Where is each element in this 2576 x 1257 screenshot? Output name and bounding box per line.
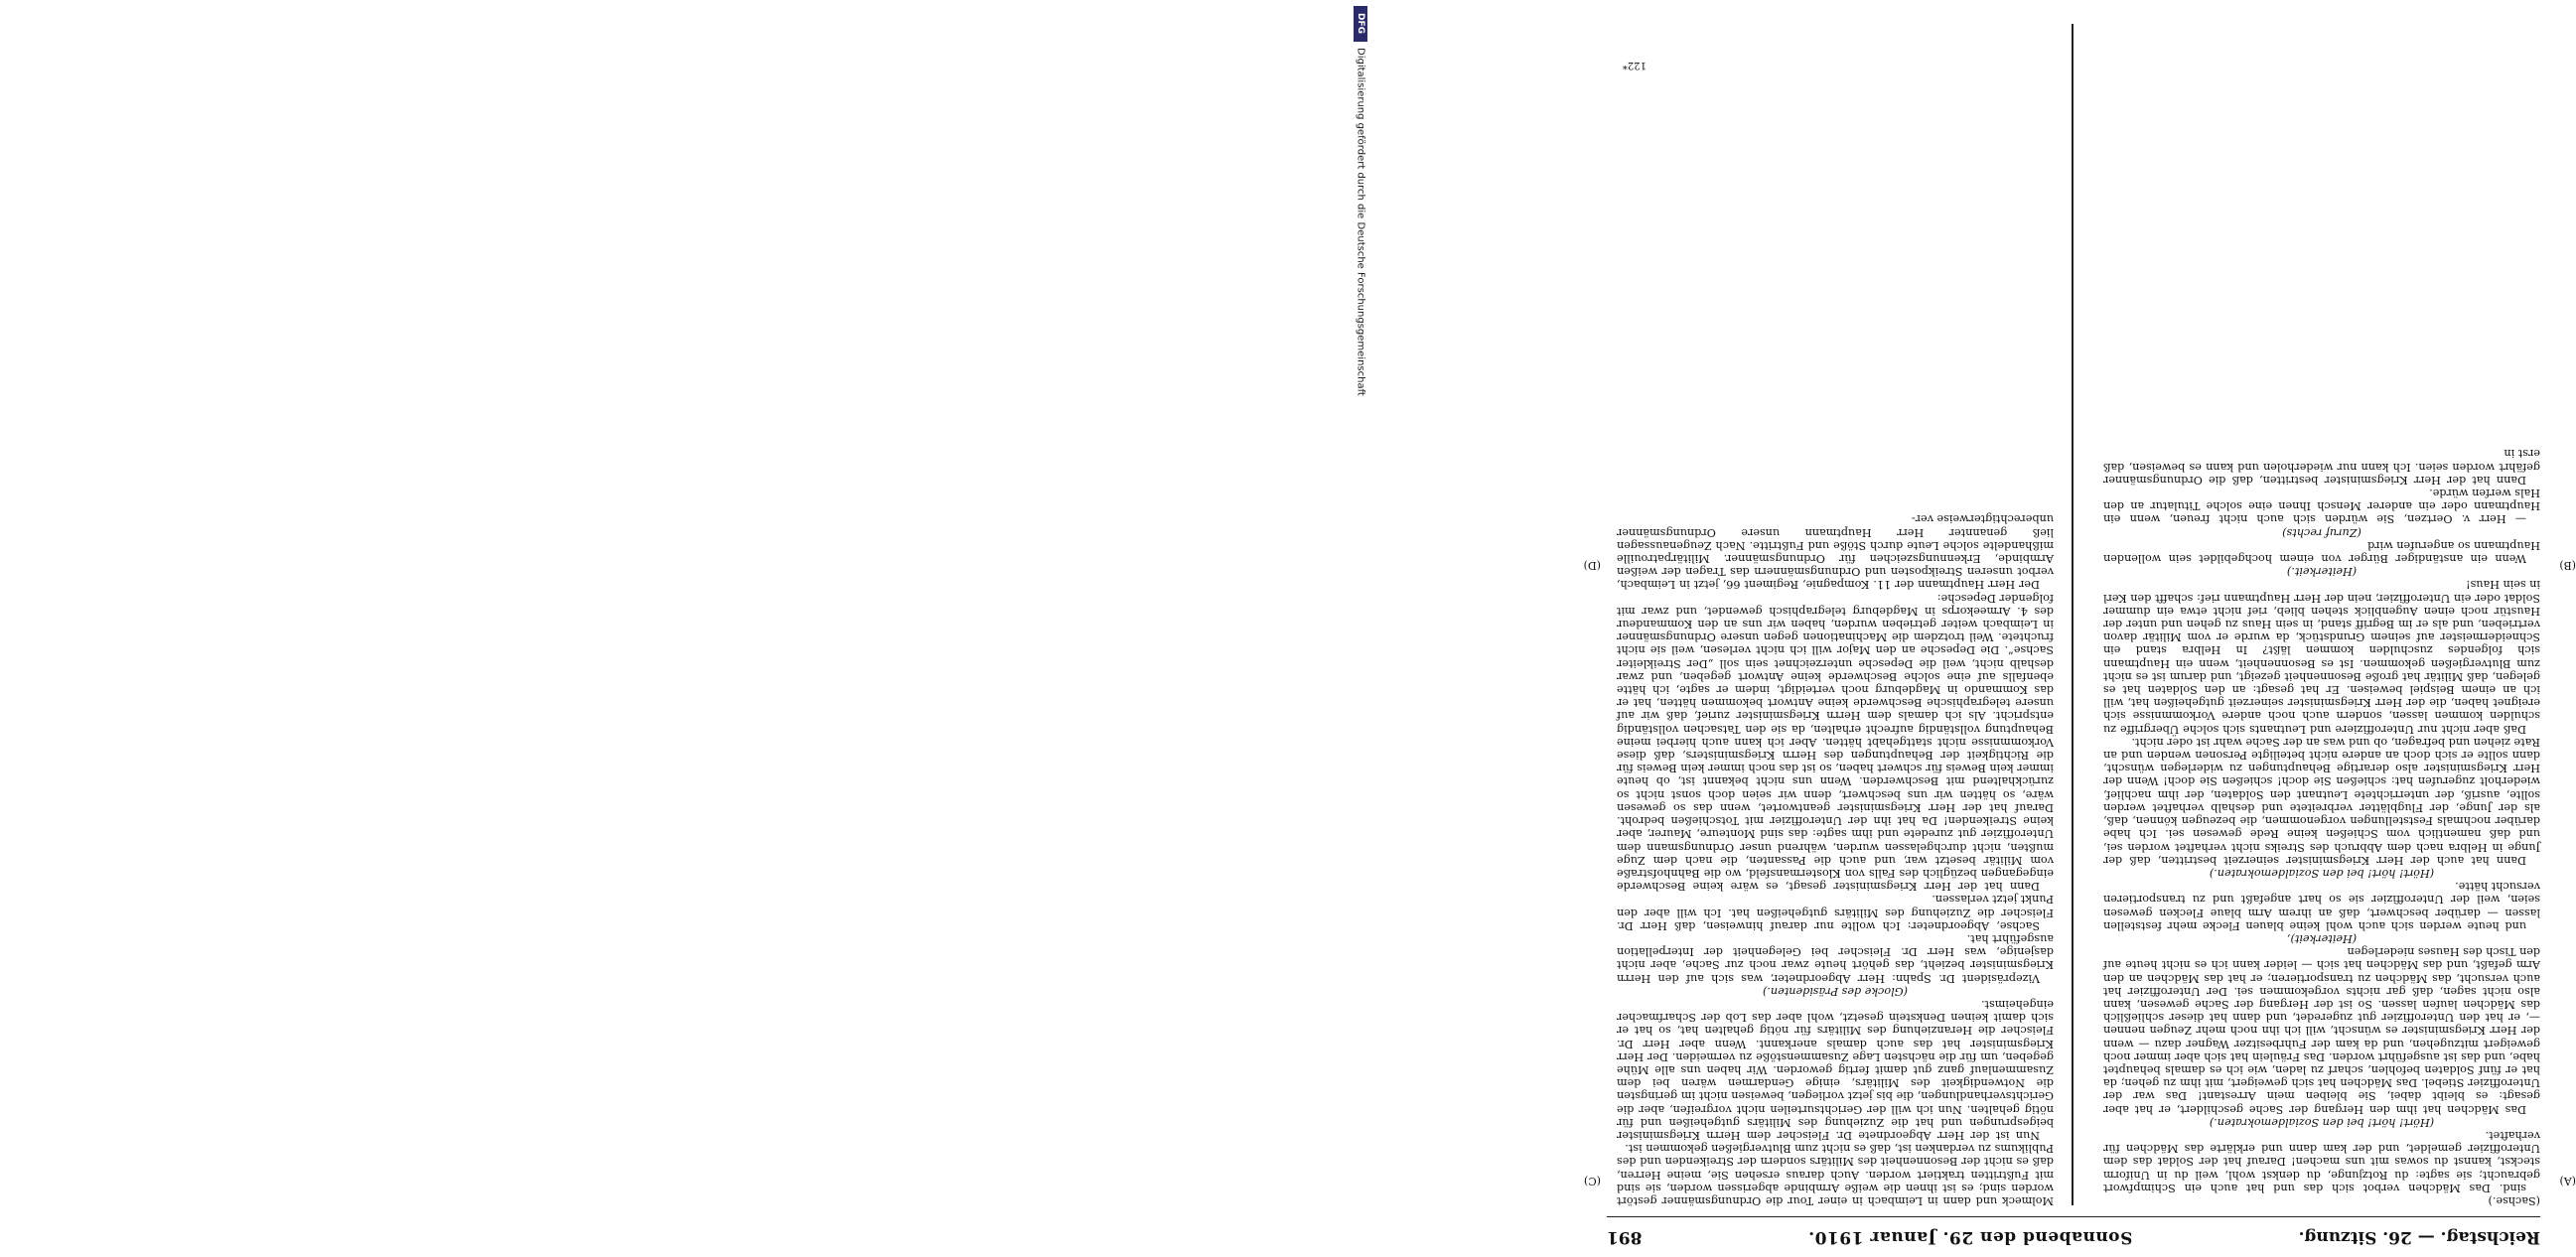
- paragraph: sind. Das Mädchen verbot sich das und hat auch ein Schimpfwort gebraucht; sie sagte: du Rotzjunge, du denkst wohl, weil du in Uniform steckst, kannst du sowas mit uns machen! Darauf hat der Soldat das dem Unteroffizier gemeldet, und der kam dann und erklärte das Mädchen für verhaftet.: [2103, 1128, 2540, 1194]
- interjection: (Hört! hört! bei den Sozialdemokraten.): [2209, 1115, 2435, 1129]
- margin-label-b: (B): [2559, 559, 2576, 572]
- column-divider: [2073, 24, 2075, 1205]
- interjection: (Heiterkeit.): [2286, 565, 2358, 579]
- right-column: [1617, 36, 2054, 1207]
- page-content: [1583, 26, 2576, 1257]
- margin-label-d: (D): [1583, 559, 1601, 572]
- page-footer: 122*: [1622, 60, 1646, 70]
- interjection: (Glocke des Präsidenten.): [1763, 984, 1909, 998]
- margin-label-a: (A): [2559, 1175, 2576, 1187]
- header-left: Reichstag. — 26. Sitzung.: [2298, 1227, 2540, 1247]
- paragraph: (Sachse.): [2488, 1194, 2540, 1207]
- rotated-page: [1349, 26, 2576, 1257]
- paragraph: Daß aber nicht nur Unteroffiziere und Leutnants sich solche Übergriffe zu schulden kommen lassen, sondern auch noch andere Vorkommnisse sich ereignet haben, die der Herr Kriegsminister seinerzeit gutgeheißen hat, will ich an einem Beispiel beweisen. Er hat gesagt: an den Soldaten hat es gelegen, daß Militär hat große Besonnenheit gezeigt, und darum ist es nicht zum Blutvergießen gekommen. Ist es Besonnenheit, wenn ein Hauptmann sich folgendes zuschulden kommen läßt? In Helbra stand ein Schneidermeister auf seinem Grundstück, da wurde er vom Militär davon vertrieben, und als er im Begriff stand, in sein Haus zu gehen und unter der Haustür noch einen Augenblick stehen blieb, rief nicht etwa ein dummer Soldat oder ein Unteroffizier, nein der Herr Hauptmann rief: schafft den Kerl in sein Haus!: [2103, 578, 2540, 736]
- paragraph: Vizepräsident Dr. Spahn: Herr Abgeordneter, was sich auf den Herrn Kriegsminister bezieht, das gehört heute zwar noch zur Sache, aber nicht dasjenige, was Herr Dr. Fleischer bei Gelegenheit der Interpellation ausgeführt hat.: [1617, 931, 2054, 985]
- interjection: (Heiterkeit),: [2286, 931, 2358, 945]
- paragraph: Sachse, Abgeordneter: Ich wollte nur darauf hinweisen, daß Herr Dr. Fleischer die Zuziehung des Militärs gutgeheißen hat. Ich will aber den Punkt jetzt verlassen.: [1617, 893, 2054, 932]
- interjection: (Zuruf rechts): [2282, 525, 2361, 539]
- interjection: (Hört! hört! bei den Sozialdemokraten.): [2209, 866, 2435, 880]
- page-number: 891: [1607, 1227, 1643, 1247]
- paragraph: Nun ist der Herr Abgeordnete Dr. Fleischer dem Herrn Kriegsminister beigesprungen und hat die Zuziehung des Militärs gutgeheißen und für nötig gehalten. Nun ich will der Gerichtsurteilen nicht vorgreifen, aber die Gerichtsverhandlungen, die bis jetzt vorliegen, beweisen nicht im geringsten die Notwendigkeit des Militärs, einige Gendarmen wären bei dem Zusammenlauf ganz gut damit fertig geworden. Wir haben uns alle Mühe gegeben, um für die nächsten Lage Zusammenstöße zu vermeiden. Der Herr Kriegsminister hat das auch damals anerkannt. Wenn aber Herr Dr. Fleischer die Heranziehung des Militärs für nötig gehalten hat, so hat er sich damit keinen Denkstein gesetzt, wohl aber das Lob der Scharfmacher eingeheimst.: [1617, 997, 2054, 1142]
- header-date: Sonnabend den 29. Januar 1910.: [1807, 1227, 2133, 1247]
- paragraph: Das Mädchen hat ihm den Hergang der Sache geschildert, er hat aber gesagt: es bleibt dabei, Sie bleiben mein Arrestant! Das war der Unteroffizier Stiebel. Das Mädchen hat sich geweigert, mit ihm zu gehen; da hat er fünf Soldaten befohlen, scharf zu laden, wie ich es damals behauptet habe, und das ist ausgeführt worden. Das Fräulein hat sich aber immer noch geweigert mitzugehen, und da kam der Fuhrbesitzer Wagner dazu — wenn der Herr Kriegsminister es wünscht, will ich ihn noch mehr Zeugen nennen —, er hat den Unteroffizier gut zugeredet, und dann hat dieser schließlich das Mädchen laufen lassen. So ist der Hergang der Sache gewesen, kann also nicht sagen, daß gar nichts vorgekommen sei. Der Unteroffizier hat auch versucht, das Mädchen zu transportieren; er hat das Mädchen an den Arm gefaßt, und das Mädchen hat sich — leider kann ich es nicht heute auf den Tisch des Hauses niederlegen: [2103, 945, 2540, 1116]
- paragraph: Dann hat der Herr Kriegsminister bestritten, daß die Ordnungsmänner gefährt worden seien. Ich kann nur wiederholen und kann es beweisen, daß erst in: [2103, 447, 2540, 487]
- paragraph: Molmeck und dann in Leimbach in einer Tour die Ordnungsmänner gestört worden sind; es ist ihnen die weiße Armbinde abgerissen worden, sie sind mit Fußtritten traktiert worden. Auch daraus ersehen Sie, meine Herren, daß es nicht der Besonnenheit des Militärs sondern der Streikenden und des Publikums zu verdanken ist, daß es nicht zum Blutvergießen gekommen ist.: [1617, 1142, 2054, 1207]
- margin-label-c: (C): [1584, 1175, 1601, 1187]
- paragraph: Dann hat der Herr Kriegsminister gesagt, es wäre keine Beschwerde eingegangen bezüglich des Falls von Klostermansfeld, wo die Bahnhofstraße vom Militär besetzt war, und auch die Passanten, die nach dem Zuge mußten, nicht durchgelassen wurden, während unser Ordnungsmann dem Unteroffizier gut zuredete und ihm sagte: das sind Monteure, Maurer, aber keine Streikenden! Da hat ihn der Unteroffizier mit Totschießen bedroht. Darauf hat der Herr Kriegsminister geantwortet, wenn das so gewesen wäre, so hätten wir uns beschwert, denn wir seien doch sonst nicht so zurückhaltend mit Beschwerden. Wenn uns nicht bekannt ist, ob heute immer kein Beweis für schwert haben, so ist das noch immer kein Beweis für die Richtigkeit der Behauptungen des Herrn Kriegsministers, daß diese Vorkommnisse nicht stattgehabt hätten. Aber ich kann auch hierbei meine Behauptung vollständig aufrecht erhalten, da sie den Tatsachen vollständig entspricht. Als ich damals dem Herrn Kriegsminister zurief, daß wir auf unsere telegraphische Beschwerde keine Antwort bekommen hätten, hat er das Kommando in Magdeburg noch verteidigt, indem er sagte, ich hätte ebenfalls auf eine solche Beschwerde keine Antwort gegeben, und zwar deshalb nicht, weil die Depesche unterzeichnet sein soll „Der Streikleiter Sachse“. Die Depesche an den Major will ich nicht verlesen, weil sie nicht fruchtete. Weil trotzdem die Machinationen gegen unsere Ordnungsmänner in Leimbach weiter getrieben wurden, haben wir uns an den Kommandeur des 4. Armeekorps in Magdeburg telegraphisch gewendet, und zwar mit folgender Depesche:: [1617, 591, 2054, 894]
- paragraph: und heute werden sich auch wohl keine blauen Flecke mehr feststellen lassen — darüber beschwert, daß an ihrem Arm blaue Flecken gewesen seien, weil der Unteroffizier sie so hart angefaßt und zu transportieren versucht hätte.: [2103, 880, 2540, 932]
- dfg-credit: Digitalisierung gefördert durch die Deutsche Forschungsgemeinschaft: [1355, 48, 1366, 396]
- dfg-watermark: [1352, 6, 1369, 987]
- page-header: [1607, 1216, 2540, 1257]
- paragraph: — Herr v. Oertzen, Sie würden sich auch nicht freuen, wenn ein Hauptmann oder ein anderer Mensch Ihnen eine solche Titulatur an den Hals werfen würde.: [2103, 487, 2540, 526]
- left-column: [2103, 36, 2540, 1207]
- paragraph: Wenn ein anständiger Bürger von einem hochgebildet sein wollenden Hauptmann so angerufen wird: [2103, 538, 2540, 566]
- paragraph: Der Herr Hauptmann der 11. Kompagnie, Regiment 66, jetzt in Leimbach, verbot unseren Streikposten und Ordnungsmännern das Tragen der weißen Armbinde, Erkennungszeichen für Ordnungsmänner. Militärpatrouille mißhandelte solche Leute durch Stöße und Fußtritte. Nach Zeugenaussagen ließ genannter Herr Hauptmann unsere Ordnungsmänner unberechtigterweise ver-: [1617, 512, 2054, 592]
- dfg-logo: DFG: [1354, 6, 1367, 42]
- paragraph: Dann hat auch der Herr Kriegsminister seinerzeit bestritten, daß der Junge in Helbra nach dem Abbruch des Streiks nicht verhaftet worden sei, und daß namentlich vom Schießen keine Rede gewesen sei. Ich habe darüber nochmals Feststellungen vorgenommen, die bezeugen können, daß, als der Junge, der Flugblätter verbreitete und deshalb verhaftet werden sollte, ausriß, der unterrichtete Leutnant den Soldaten, der ihm nachlief, wiederholt zugerufen hat: schießen Sie doch! schießen Sie doch! Wenn der Herr Kriegsminister also derartige Behauptungen zu widerlegen wünscht, dann sollte er sich doch an andere nicht beteiligte Personen wenden und an Rate ziehen und befragen, ob und was an der Sache wahr ist oder nicht.: [2103, 735, 2540, 867]
